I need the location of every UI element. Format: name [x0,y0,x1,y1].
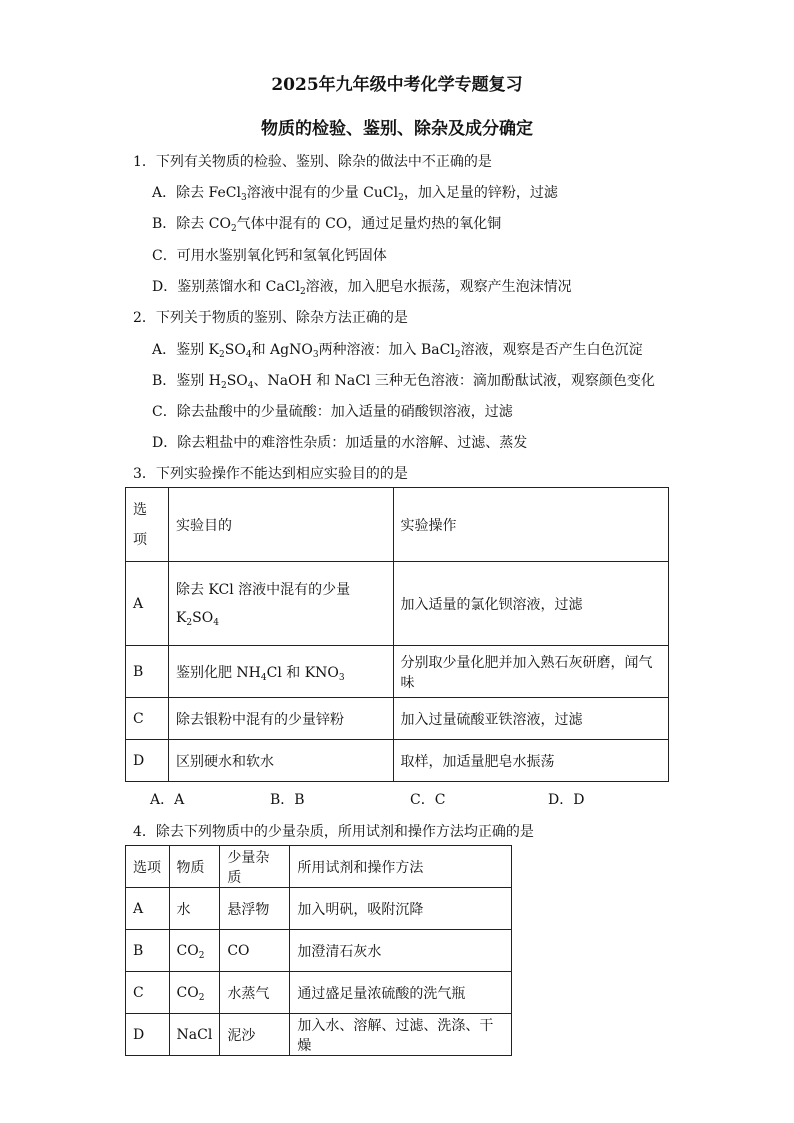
row-option: B [126,646,169,698]
header-cell: 所用试剂和操作方法 [290,846,512,888]
row-substance: 水 [169,888,220,930]
row-method: 加澄清石灰水 [290,930,512,972]
table-row [126,930,512,972]
row-substance: NaCl [169,1014,220,1056]
table-row [126,1014,512,1056]
row-impurity: 悬浮物 [220,888,290,930]
row-method: 加入明矾，吸附沉降 [290,888,512,930]
question-1-option-a: A．除去 FeCl$_3$溶液中混有的少量 CuCl$_2$，加入足量的锌粉，过滤 [152,185,558,203]
question-2-option-b: B．鉴别 $H_2SO_4$、NaOH 和 NaCl 三种无色溶液：滴加酚酞试液，观察颜色变化 [152,373,655,391]
row-option: C [126,698,169,740]
choice-b[interactable]: B．B [270,792,305,808]
page-subtitle: 物质的检验、鉴别、除杂及成分确定 [261,119,533,139]
header-cell-option: 选 项 [126,488,169,562]
row-option: D [126,1014,170,1056]
row-option: B [126,930,170,972]
row-aim: 除去 KCl 溶液中混有的少量 $K_2SO_4$ [168,562,393,646]
row-operation: 分别取少量化肥并加入熟石灰研磨，闻气味 [393,646,668,698]
row-operation: 加入适量的氯化钡溶液，过滤 [393,562,668,646]
table-header-row [126,488,669,562]
choice-d[interactable]: D．D [548,792,585,808]
table-row [126,646,669,698]
row-aim: 除去银粉中混有的少量锌粉 [168,698,393,740]
question-2-option-c: C．除去盐酸中的少量硫酸：加入适量的硝酸钡溶液，过滤 [152,404,513,420]
row-option: A [126,562,169,646]
question-1-option-c: C．可用水鉴别氧化钙和氢氧化钙固体 [152,248,387,264]
choice-c[interactable]: C．C [410,792,446,808]
table-header-row [126,846,512,888]
row-impurity: 泥沙 [220,1014,290,1056]
header-cell-operation: 实验操作 [393,488,668,562]
question-1-option-b: B．除去 $CO_2$气体中混有的 CO，通过足量灼热的氧化铜 [152,216,502,234]
row-method: 通过盛足量浓硫酸的洗气瓶 [290,972,512,1014]
question-3-table [125,487,669,782]
row-aim: 鉴别化肥 $NH_4Cl$ 和 $KNO_3$ [168,646,393,698]
question-2-option-a: A．鉴别 $K_2SO_4$和 AgNO$_3$两种溶液：加入 BaCl$_2$溶液，观察是否产生白色沉淀 [152,342,643,360]
table-row [126,972,512,1014]
row-substance: $CO_2$ [169,930,220,972]
row-operation: 取样，加适量肥皂水振荡 [393,740,668,782]
row-substance: $CO_2$ [169,972,220,1014]
table-row [126,698,669,740]
question-2-stem: 2．下列关于物质的鉴别、除杂方法正确的是 [133,310,408,326]
row-operation: 加入过量硫酸亚铁溶液，过滤 [393,698,668,740]
header-cell: 少量杂质 [220,846,290,888]
header-cell-aim: 实验目的 [168,488,393,562]
table-row [126,740,669,782]
header-cell: 选项 [126,846,170,888]
row-option: A [126,888,170,930]
row-option: C [126,972,170,1014]
question-3-stem: 3．下列实验操作不能达到相应实验目的的是 [133,466,408,482]
question-4-stem: 4．除去下列物质中的少量杂质，所用试剂和操作方法均正确的是 [133,824,534,840]
row-aim: 区别硬水和软水 [168,740,393,782]
question-2-option-d: D．除去粗盐中的难溶性杂质：加适量的水溶解、过滤、蒸发 [152,435,528,451]
page-title: 2025年九年级中考化学专题复习 [271,75,523,95]
question-4-table [125,845,512,1056]
choice-a[interactable]: A．A [150,792,185,808]
question-1-option-d: D．鉴别蒸馏水和 CaCl$_2$溶液，加入肥皂水振荡，观察产生泡沫情况 [152,279,572,297]
header-cell: 物质 [169,846,220,888]
question-1-stem: 1．下列有关物质的检验、鉴别、除杂的做法中不正确的是 [133,154,492,170]
row-method: 加入水、溶解、过滤、洗涤、干燥 [290,1014,512,1056]
row-impurity: 水蒸气 [220,972,290,1014]
row-option: D [126,740,169,782]
table-row [126,888,512,930]
table-row [126,562,669,646]
row-impurity: CO [220,930,290,972]
